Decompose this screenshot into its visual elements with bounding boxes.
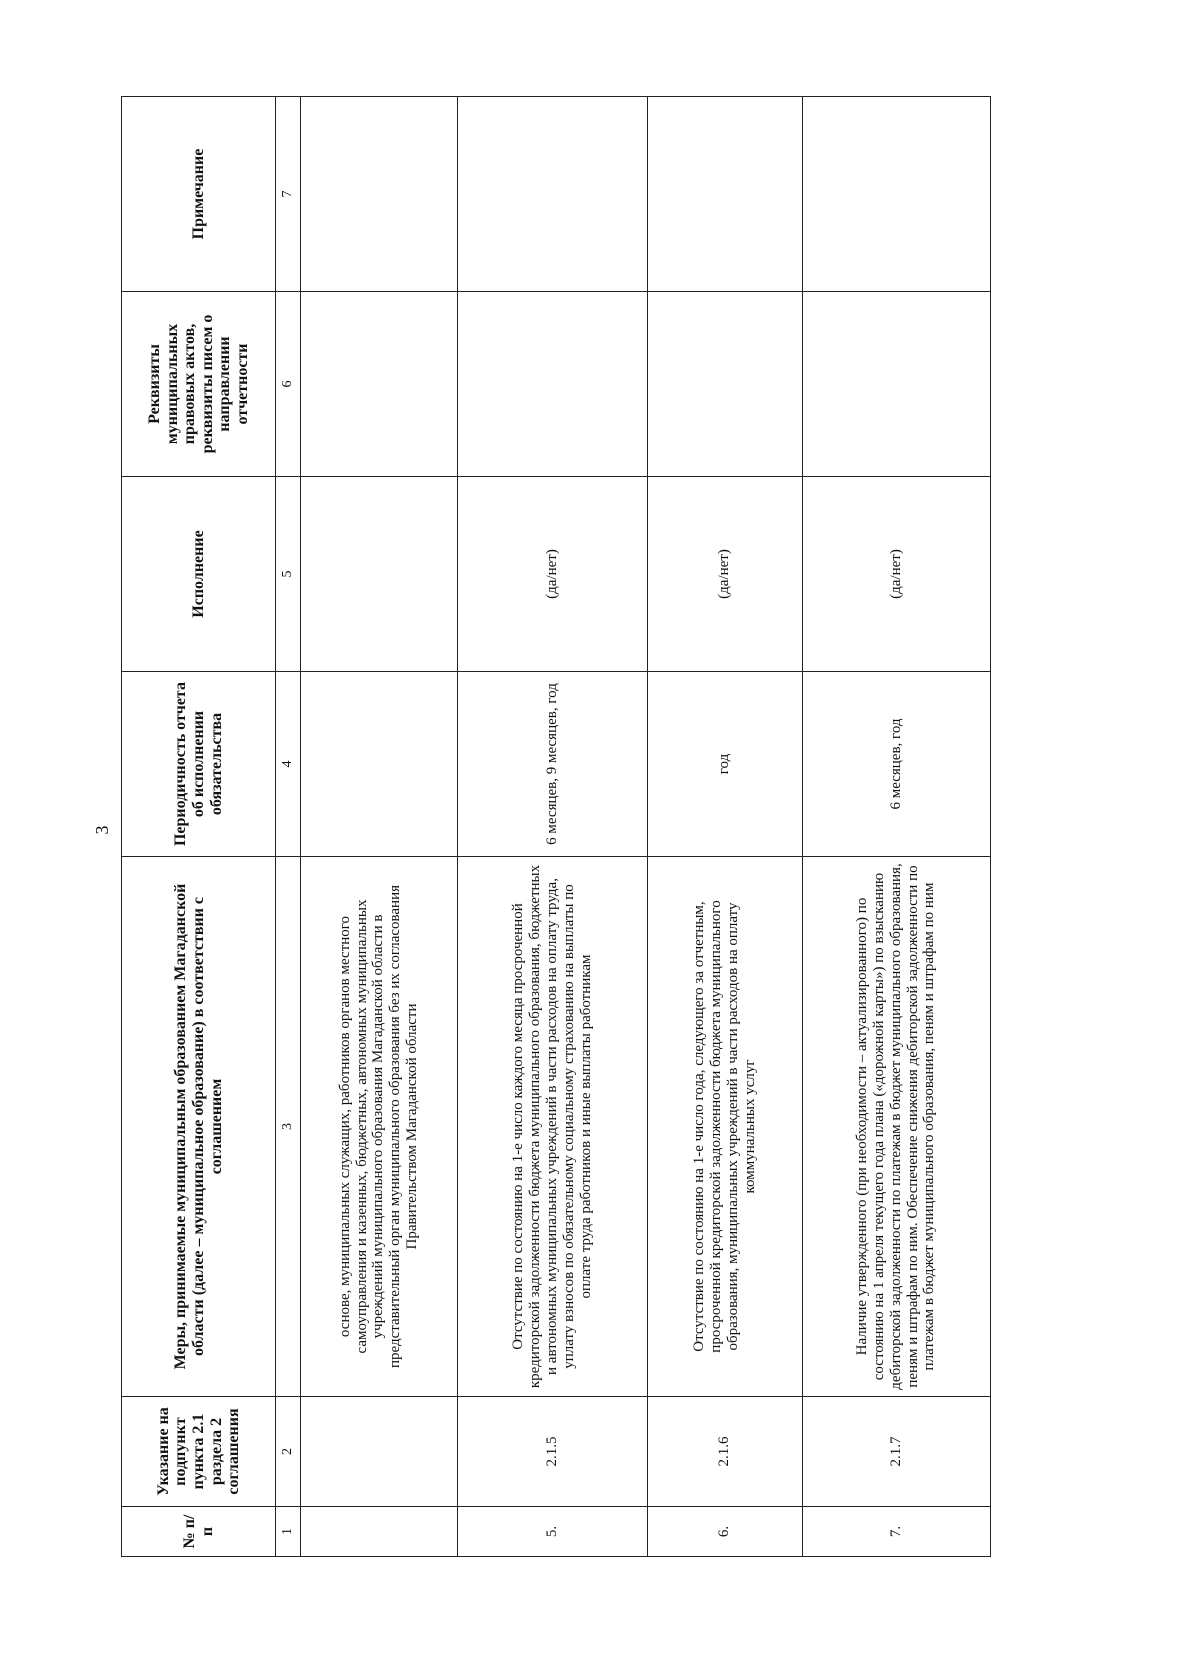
header-number: № п/п (122, 1507, 276, 1557)
row-number: 7. (802, 1507, 990, 1557)
header-note: Примечание (122, 97, 276, 292)
row-execution: (да/нет) (457, 477, 647, 672)
column-number: 2 (276, 1397, 301, 1507)
table-row (457, 97, 647, 1557)
page-number: 3 (92, 825, 112, 835)
row-requisites (301, 292, 458, 477)
row-measure: Отсутствие по состоянию на 1-е число года, следующего за отчетным, просроченной кредиторской задолженности бюджета муниципального образования, муниципальных учреждений в части расходов на оплату коммунальных услуг (648, 857, 802, 1397)
column-number: 4 (276, 672, 301, 857)
row-execution: (да/нет) (648, 477, 802, 672)
row-subpoint: 2.1.7 (802, 1397, 990, 1507)
row-subpoint: 2.1.5 (457, 1397, 647, 1507)
header-execution: Исполнение (122, 477, 276, 672)
header-periodicity: Периодичность отчета об исполнении обязательства (122, 672, 276, 857)
row-note (802, 97, 990, 292)
row-measure: Отсутствие по состоянию на 1-е число каждого месяца просроченной кредиторской задолженности бюджета муниципального образования, бюджетных и автономных муниципальных учреждений в части расходов на оплату труда, уплату взносов по обязательному социальному страхованию на выплаты по оплате труда работников и иные выплаты работникам (457, 857, 647, 1397)
row-execution (301, 477, 458, 672)
row-requisites (457, 292, 647, 477)
row-number (301, 1507, 458, 1557)
row-periodicity: 6 месяцев, 9 месяцев, год (457, 672, 647, 857)
column-number: 5 (276, 477, 301, 672)
column-number: 3 (276, 857, 301, 1397)
row-number: 6. (648, 1507, 802, 1557)
row-measure: Наличие утвержденного (при необходимости – актуализированного) по состоянию на 1 апреля текущего года плана («дорожной карты») по взысканию дебиторской задолженности по платежам в бюджет муниципального образования, пеням и штрафам по ним. Обеспечение снижения дебиторской задолженности по платежам в бюджет муниципального образования, пеням и штрафам по ним (802, 857, 990, 1397)
header-measures: Меры, принимаемые муниципальным образованием Магаданской области (далее – муниципальное образование) в соответствии с соглашением (122, 857, 276, 1397)
row-requisites (648, 292, 802, 477)
row-requisites (802, 292, 990, 477)
table-row (648, 97, 802, 1557)
column-number: 6 (276, 292, 301, 477)
row-note (648, 97, 802, 292)
column-number: 7 (276, 97, 301, 292)
row-periodicity (301, 672, 458, 857)
obligations-table (121, 96, 991, 1557)
row-subpoint: 2.1.6 (648, 1397, 802, 1507)
table-header-row (122, 97, 276, 1557)
table-row (301, 97, 458, 1557)
table-row (802, 97, 990, 1557)
header-subpoint: Указание на подпункт пункта 2.1 раздела 2 соглашения (122, 1397, 276, 1507)
header-requisites: Реквизиты муниципальных правовых актов, реквизиты писем о направлении отчетности (122, 292, 276, 477)
row-number: 5. (457, 1507, 647, 1557)
row-periodicity: 6 месяцев, год (802, 672, 990, 857)
row-note (301, 97, 458, 292)
column-number: 1 (276, 1507, 301, 1557)
row-execution: (да/нет) (802, 477, 990, 672)
row-note (457, 97, 647, 292)
row-subpoint (301, 1397, 458, 1507)
row-measure: основе, муниципальных служащих, работников органов местного самоуправления и казенных, бюджетных, автономных муниципальных учреждений муниципального образования Магаданской области в представительный орган муниципального образования без их согласования Правительством Магаданской области (301, 857, 458, 1397)
rotated-table-container (121, 97, 991, 1557)
row-periodicity: год (648, 672, 802, 857)
column-number-row (276, 97, 301, 1557)
